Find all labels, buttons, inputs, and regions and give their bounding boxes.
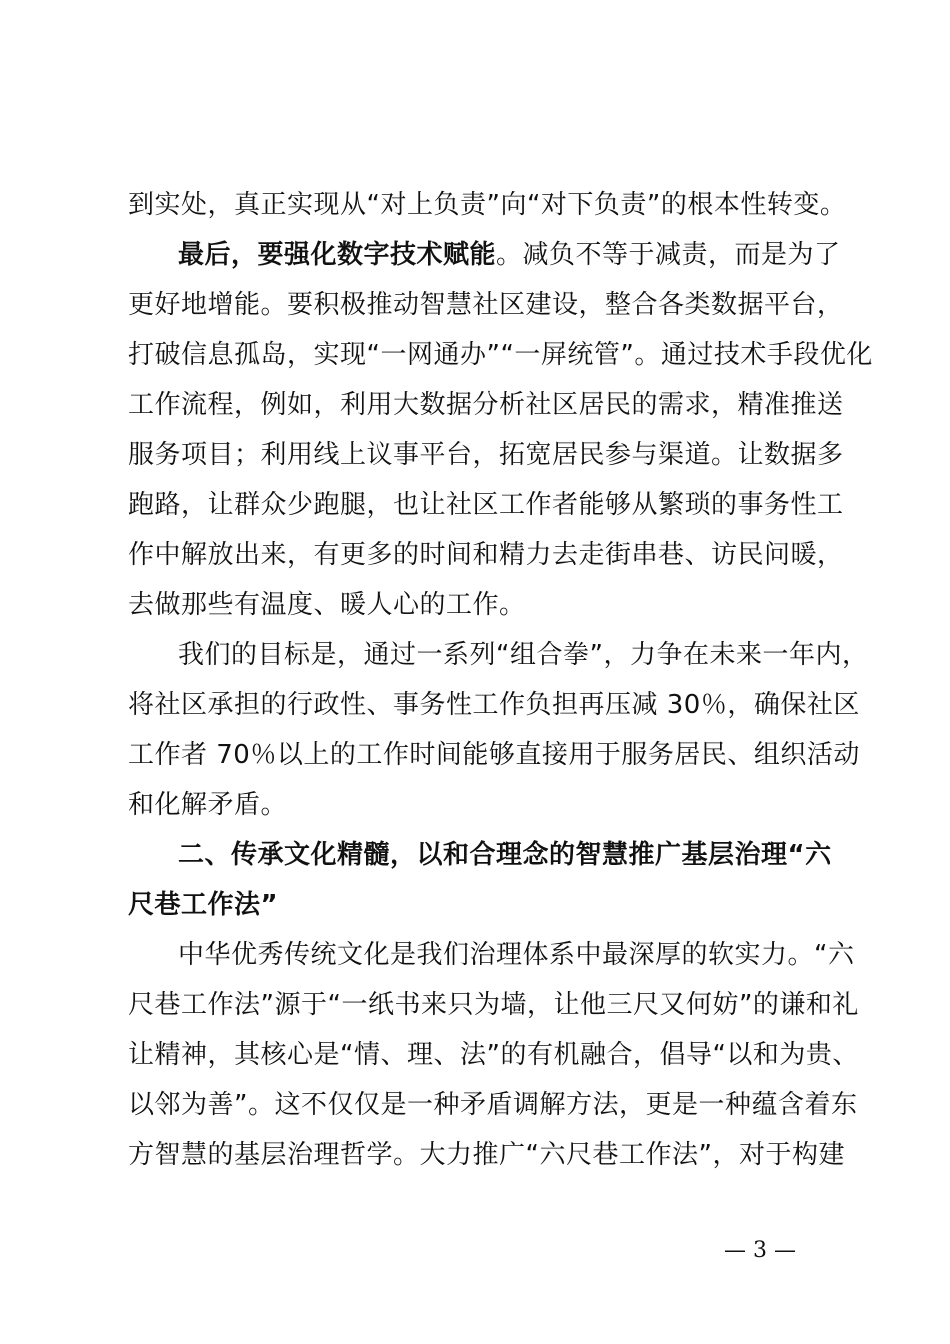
paragraph-2-line-1-rest: 。减负不等于减责，而是为了 [496, 240, 841, 270]
page-number: — 3 — [724, 1238, 796, 1263]
section-heading-2-line-2: 尺巷工作法” [128, 890, 279, 920]
paragraph-2-line-7: 作中解放出来，有更多的时间和精力去走街串巷、访民问暖， [128, 540, 844, 570]
paragraph-4-line-3: 让精神，其核心是“情、理、法”的有机融合，倡导“以和为贵、 [128, 1040, 859, 1070]
paragraph-4-line-4: 以邻为善”。这不仅仅是一种矛盾调解方法，更是一种蕴含着东 [128, 1090, 858, 1120]
paragraph-2-line-3: 打破信息孤岛，实现“一网通办”“一屏统管”。通过技术手段优化 [128, 340, 873, 370]
paragraph-2-line-5: 服务项目；利用线上议事平台，拓宽居民参与渠道。让数据多 [128, 440, 844, 470]
paragraph-2-lead-bold: 最后，要强化数字技术赋能 [178, 240, 497, 270]
paragraph-2-line-1 [178, 230, 841, 280]
paragraph-2-line-6: 跑路，让群众少跑腿，也让社区工作者能够从繁琐的事务性工 [128, 490, 844, 520]
section-heading-2-line-1: 二、传承文化精髓，以和合理念的智慧推广基层治理“六 [178, 840, 832, 870]
paragraph-2-line-4: 工作流程，例如，利用大数据分析社区居民的需求，精准推送 [128, 390, 844, 420]
paragraph-3-line-1: 我们的目标是，通过一系列“组合拳”，力争在未来一年内， [178, 640, 869, 670]
paragraph-4-line-2: 尺巷工作法”源于“一纸书来只为墙，让他三尺又何妨”的谦和礼 [128, 990, 859, 1020]
paragraph-3-line-2: 将社区承担的行政性、事务性工作负担再压减 30％，确保社区 [128, 690, 860, 720]
paragraph-2-line-2: 更好地增能。要积极推动智慧社区建设，整合各类数据平台， [128, 290, 844, 320]
paragraph-1-line-1: 到实处，真正实现从“对上负责”向“对下负责”的根本性转变。 [128, 190, 847, 220]
paragraph-2-line-8: 去做那些有温度、暖人心的工作。 [128, 590, 526, 620]
paragraph-3-line-3: 工作者 70％以上的工作时间能够直接用于服务居民、组织活动 [128, 740, 860, 770]
paragraph-4-line-5: 方智慧的基层治理哲学。大力推广“六尺巷工作法”，对于构建 [128, 1140, 845, 1170]
paragraph-4-line-1: 中华优秀传统文化是我们治理体系中最深厚的软实力。“六 [178, 940, 855, 970]
paragraph-3-line-4: 和化解矛盾。 [128, 790, 288, 820]
